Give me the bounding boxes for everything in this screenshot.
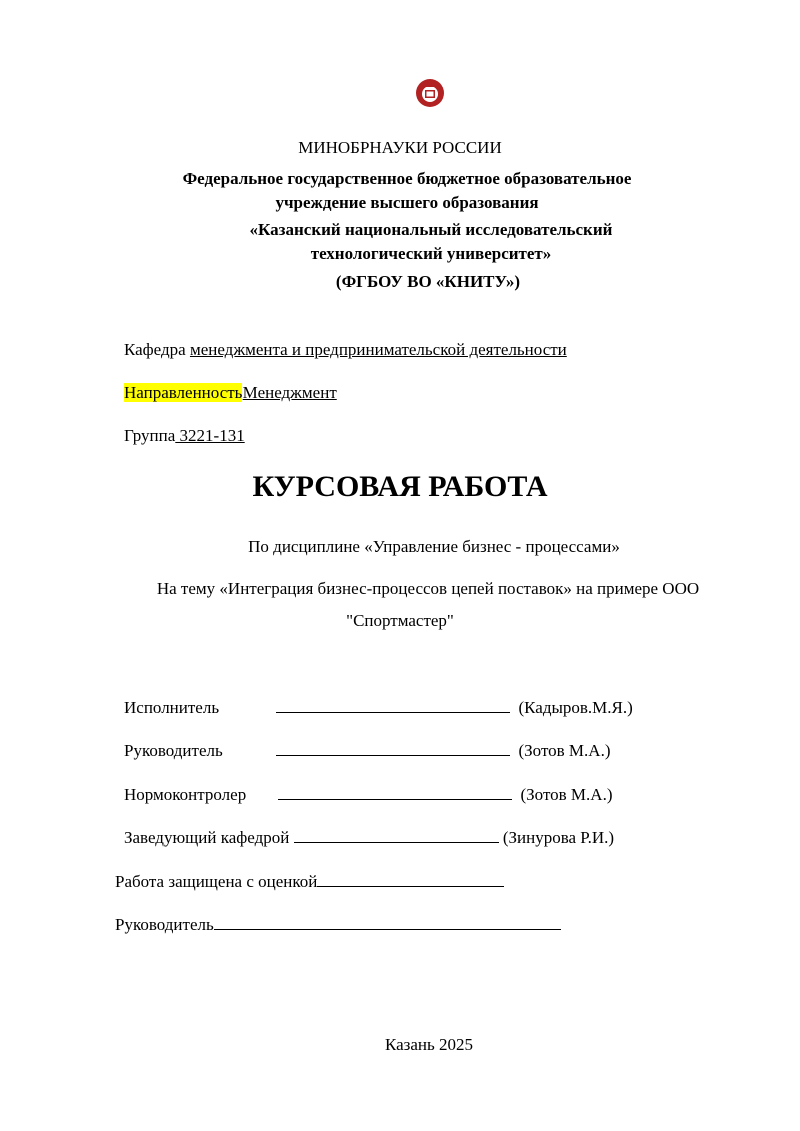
department-value: менеджмента и предпринимательской деятельности <box>189 340 567 359</box>
signature-role: Заведующий кафедрой <box>124 828 290 847</box>
signature-role: Исполнитель <box>124 698 220 717</box>
supervisor-label: Руководитель <box>115 915 214 934</box>
group-row <box>124 426 245 446</box>
grade-row <box>115 872 504 892</box>
signature-line <box>278 798 512 800</box>
signature-name: (Зинурова Р.И.) <box>502 828 615 847</box>
department-label: Кафедра <box>124 340 190 359</box>
topic-line-1: На тему «Интеграция бизнес-процессов цепей поставок» на примере ООО <box>156 579 700 598</box>
direction-row <box>124 383 337 403</box>
org-line-1: Федеральное государственное бюджетное образовательное <box>182 169 632 188</box>
signature-role: Руководитель <box>124 741 223 760</box>
signature-role: Нормоконтролер <box>124 785 247 804</box>
grade-line <box>317 885 504 887</box>
city-year: Казань 2025 <box>384 1035 474 1054</box>
topic-line-2: "Спортмастер" <box>346 611 454 630</box>
direction-label: Направленность <box>124 383 243 402</box>
university-line-2: технологический университет» <box>310 244 552 263</box>
supervisor-line <box>214 928 561 930</box>
university-logo-icon <box>415 78 445 108</box>
signature-name: (Зотов М.А.) <box>518 741 611 760</box>
signature-row <box>124 698 633 718</box>
signature-name: (Зотов М.А.) <box>520 785 613 804</box>
department-row <box>124 340 567 360</box>
signature-line <box>276 754 510 756</box>
direction-value: Менеджмент <box>242 383 337 402</box>
document-title: КУРСОВАЯ РАБОТА <box>252 470 548 503</box>
group-label: Группа <box>124 426 176 445</box>
signature-row <box>124 785 613 805</box>
signature-row <box>124 828 614 848</box>
university-abbrev: (ФГБОУ ВО «КНИТУ») <box>335 272 521 291</box>
signature-row <box>124 741 611 761</box>
signature-name: (Кадыров.М.Я.) <box>518 698 633 717</box>
signature-line <box>276 711 510 713</box>
group-value: 3221-131 <box>175 426 245 445</box>
ministry-name: МИНОБРНАУКИ РОССИИ <box>298 138 502 157</box>
university-line-1: «Казанский национальный исследовательский <box>249 220 613 239</box>
grade-label: Работа защищена с оценкой <box>115 872 318 891</box>
supervisor-row <box>115 915 561 935</box>
discipline: По дисциплине «Управление бизнес - процессами» <box>248 537 620 556</box>
signature-line <box>294 841 499 843</box>
org-line-2: учреждение высшего образования <box>275 193 539 212</box>
